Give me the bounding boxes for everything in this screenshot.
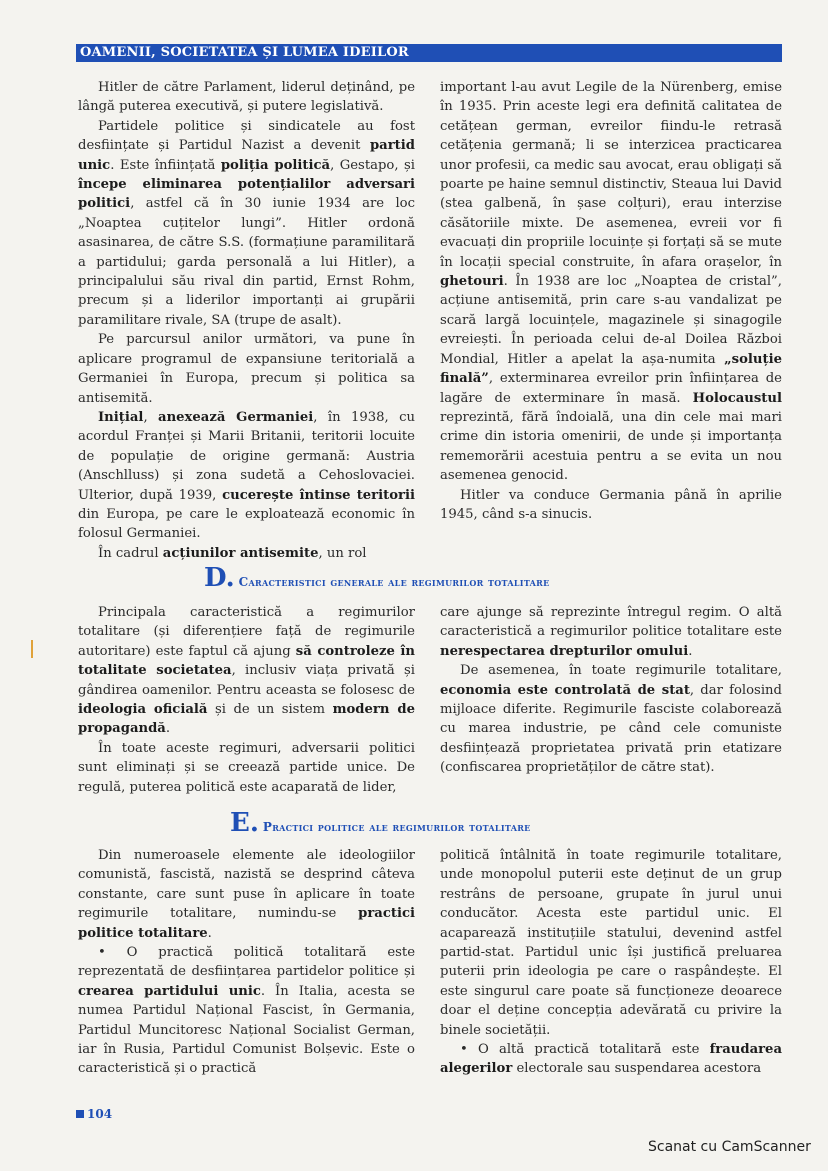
page-number-square-icon xyxy=(76,1110,84,1118)
margin-mark xyxy=(31,640,33,658)
bold-term: partid unic xyxy=(78,138,415,173)
paragraph: important l-au avut Legile de la Nürenberg, emise în 1935. Prin aceste legi era definită calitatea de cetățean german, evreilor fiindu-le retrasă cetățenia germană; li se interzicea practicarea unor profesii, ca medic sau avocat, erau obligați să poarte pe haine semnul distinctiv, Steaua lui David (stea galbenă, în șase colțuri), erau interzise căsătoriile mixte. De asemenea, evreii vor fi evacuați din propriile locuințe și forțați să se mute în locații special construite, în afara orașelor, în ghetouri. În 1938 are loc „Noaptea de cristal”, acțiune antisemită, prin care s-au vandalizat pe scară largă locuințele, magazinele și sinagogile evreiești. În perioada celui de-al Doilea Război Mondial, Hitler a apelat la așa-numita „soluție finală”, exterminarea evreilor prin înființarea de lagăre de exterminare în masă. Holocaustul reprezintă, fără îndoială, una din cele mai mari crime din istoria omenirii, de unde și importanța rememorării acestuia pentru a se evita un nou asemenea genocid. xyxy=(440,80,782,484)
heading-d-title: Caracteristici generale ale regimurilor totalitare xyxy=(238,575,550,589)
page-number-text: 104 xyxy=(87,1107,113,1121)
bold-term: modern de propagandă xyxy=(78,702,415,737)
bold-term: poliția politică xyxy=(220,157,331,173)
paragraph: Hitler va conduce Germania până în aprilie 1945, când s-a sinucis. xyxy=(440,487,782,522)
paragraph: Principala caracteristică a regimurilor totalitare (și diferențiere față de regimurile autoritare) este faptul că ajung să controleze în totalitate societatea, inclusiv viața privată și gândirea oamenilor. Pentru aceasta se folosesc de ideologia oficială și de un sistem modern de propagandă. xyxy=(78,605,415,737)
bold-term: cucerește întinse teritorii xyxy=(222,487,415,503)
bold-term: acțiunilor antisemite xyxy=(162,545,319,561)
heading-e xyxy=(230,808,531,838)
paragraph: Hitler de către Parlament, liderul deținând, pe lângă puterea executivă, și putere legislativă. xyxy=(78,80,415,115)
bold-term: fraudarea alegerilor xyxy=(440,1042,782,1077)
paragraph: De asemenea, în toate regimurile totalitare, economia este controlată de stat, dar folosind mijloace diferite. Regimurile fasciste colaborează cu marea industrie, pe când cele comuniste desființează proprietatea privată prin etatizare (confiscarea proprietăților de către stat). xyxy=(440,663,782,776)
paragraph: În toate aceste regimuri, adversarii politici sunt eliminați și se creează partide unice. De regulă, puterea politică este acaparată de lider, xyxy=(78,740,415,795)
top-left-column xyxy=(78,78,415,563)
top-right-column xyxy=(440,78,782,524)
paragraph: În cadrul acțiunilor antisemite, un rol xyxy=(98,545,367,561)
section-d-left-column xyxy=(78,603,415,797)
bold-term: să controleze în totalitate societatea xyxy=(78,643,415,679)
paragraph: Partidele politice și sindicatele au fost desființate și Partidul Nazist a devenit partid unic. Este înființată poliția politică, Gestapo, și începe eliminarea potențialilor adversari politici, astfel că în 30 iunie 1934 are loc „Noaptea cuțitelor lungi”. Hitler ordonă asasinarea, de către S.S. (formațiune paramilitară a partidului; garda personală a lui Hitler), a principalului său rival din partid, Ernst Rohm, precum și a liderilor importanți ai grupării paramilitare rivale, SA (trupe de asalt). xyxy=(78,118,415,328)
bold-term: începe eliminarea potențialilor adversari politici xyxy=(78,177,415,212)
heading-d-letter: D. xyxy=(204,563,235,593)
bold-term: Holocaustul xyxy=(692,390,782,406)
bold-term: crearea partidului unic xyxy=(78,983,261,999)
heading-e-title: Practici politice ale regimurilor totalitare xyxy=(262,820,531,834)
heading-e-letter: E. xyxy=(230,808,259,838)
paragraph: politică întâlnită în toate regimurile totalitare, unde monopolul puterii este deținut de un grup restrâns de persoane, grupate în jurul unui conducător. Acesta este partidul unic. El acaparează instituțiile statului, devenind astfel partid-stat. Partidul unic își justifică preluarea puterii prin ideologia pe care o raspândește. El este singurul care poate să funcționeze deoarece doar el deține concepția adevărată cu privire la binele societății. xyxy=(440,848,782,1038)
section-d-right-column xyxy=(440,603,782,778)
heading-d xyxy=(204,563,550,593)
section-band-title: OAMENII, SOCIETATEA ȘI LUMEA IDEILOR xyxy=(80,45,409,60)
section-band xyxy=(76,44,782,62)
paragraph: Din numeroasele elemente ale ideologiilor comunistă, fascistă, nazistă se desprind câteva constante, care sunt puse în aplicare în toate regimurile totalitare, numindu-se practici politice totalitare. xyxy=(78,848,415,941)
bold-term: economia este controlată de stat xyxy=(440,682,690,698)
paragraph: care ajunge să reprezinte întregul regim. O altă caracteristică a regimurilor politice totalitare este nerespectarea drepturilor omului. xyxy=(440,605,782,659)
paragraph: Pe parcursul anilor următori, va pune în aplicare programul de expansiune teritorială a Germaniei în Europa, precum și politica sa antisemită. xyxy=(78,332,415,406)
bold-term: ghetouri xyxy=(440,274,504,290)
bold-term: „soluție finală” xyxy=(440,351,782,387)
bold-term: ideologia oficială xyxy=(78,702,208,718)
bold-term: nerespectarea drepturilor omului xyxy=(440,643,689,659)
paragraph: • O practică politică totalitară este reprezentată de desființarea partidelor politice și crearea partidului unic. În Italia, acesta se numea Partidul Național Fascist, în Germania, Partidul Muncitoresc Național Socialist German, iar în Rusia, Partidul Comunist Bolșevic. Este o caracteristică și o practică xyxy=(78,945,415,1077)
paragraph: • O altă practică totalitară este fraudarea alegerilor electorale sau suspendarea acestora xyxy=(440,1042,782,1077)
bold-term: Inițial xyxy=(98,409,144,425)
page-number xyxy=(76,1107,112,1121)
section-e-left-column xyxy=(78,846,415,1079)
bold-term: anexează Germaniei xyxy=(158,409,314,425)
paragraph: Inițial, anexează Germaniei, în 1938, cu acordul Franței și Marii Britanii, teritorii locuite de populație de origine germană: Austria (Anschlluss) și zona sudetă a Cehoslovaciei. Ulterior, după 1939, cucerește întinse teritorii din Europa, pe care le exploatează economic în folosul Germaniei. xyxy=(78,409,415,542)
scanner-watermark: Scanat cu CamScanner xyxy=(648,1139,811,1155)
bold-term: practici politice totalitare xyxy=(78,906,415,941)
section-e-right-column xyxy=(440,846,782,1079)
